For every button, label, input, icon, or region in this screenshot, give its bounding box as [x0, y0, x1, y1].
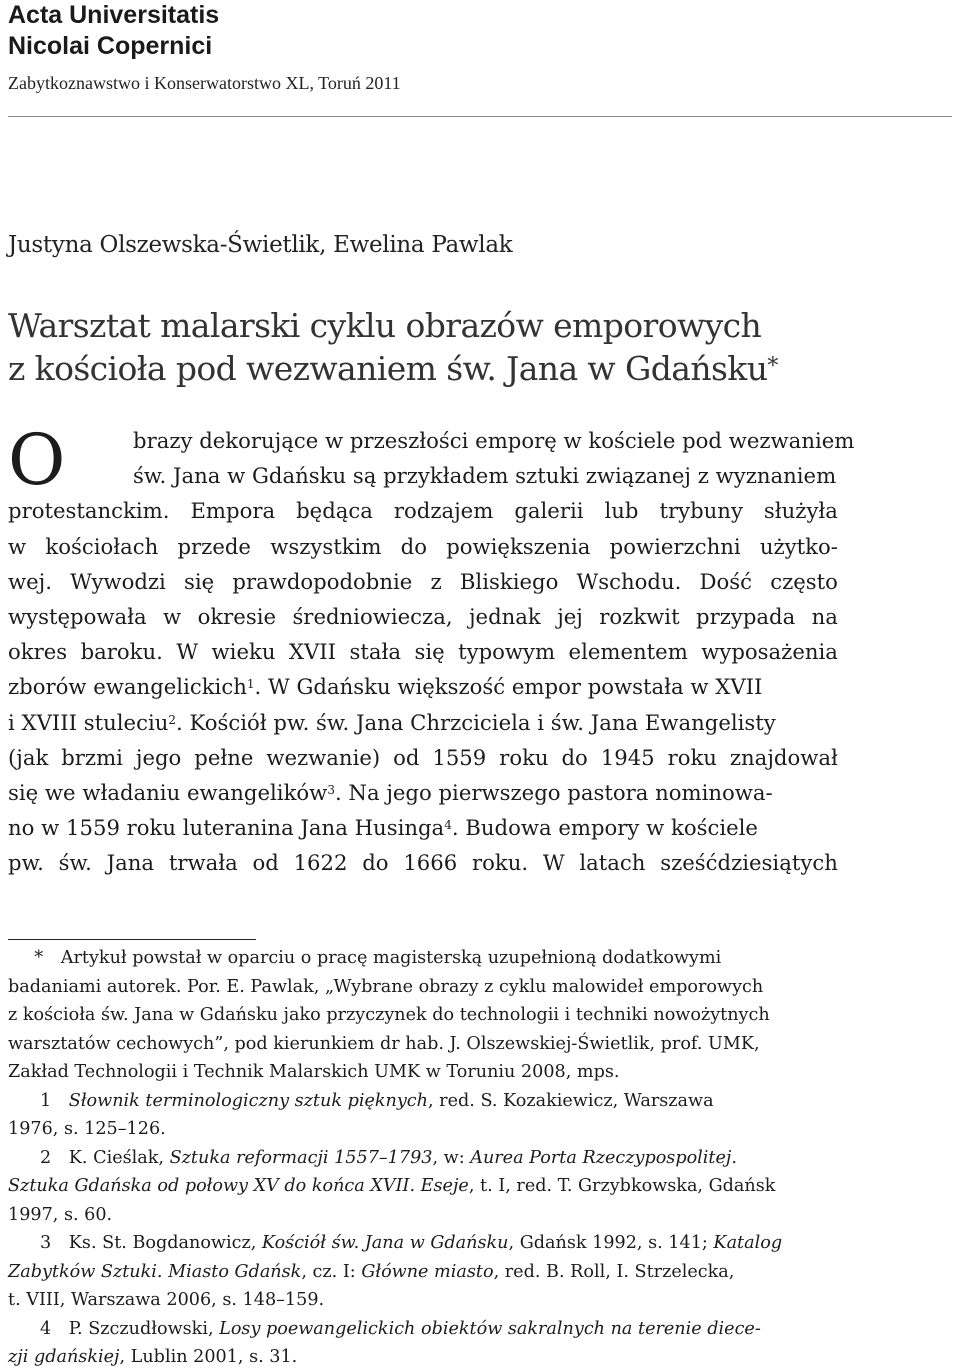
footnote-3-line-2-italic: Zabytków Sztuki. Miasto Gdańsk: [8, 1261, 302, 1282]
footnote-3-line-3: t. VIII, Warszawa 2006, s. 148–159.: [8, 1290, 325, 1310]
footnote-ref-4[interactable]: 4: [444, 818, 452, 833]
footnote-3-title: Kościół św. Jana w Gdańsku: [261, 1233, 509, 1253]
article-authors: Justyna Olszewska-Świetlik, Ewelina Pawlak: [8, 232, 513, 258]
footnote-star-line-4: warsztatów cechowych”, pod kierunkiem dr hab. J. Olszewskiej-Świetlik, prof. UMK,: [8, 1033, 760, 1054]
footnote-3-line-2-rest: , red. B. Roll, I. Strzelecka,: [493, 1261, 735, 1282]
body-line-10: (jak brzmi jego pełne wezwanie) od 1559 roku do 1945 roku znajdował: [8, 744, 838, 770]
drop-cap: O: [8, 419, 66, 501]
title-footnote-marker: *: [767, 354, 778, 379]
header-divider: [8, 116, 952, 117]
body-line-4: w kościołach przede wszystkim do powiększenia powierzchni użytko-: [8, 533, 838, 559]
footnote-3-line-2: [8, 1258, 838, 1287]
footnote-3-line-2-italic2: Główne miasto: [361, 1261, 494, 1282]
footnote-2-author: K. Cieślak,: [68, 1147, 170, 1168]
footnote-4-line-1: [8, 1315, 838, 1344]
journal-title-line-1: Acta Universitatis: [8, 1, 220, 29]
footnote-2-mid: , w:: [432, 1147, 471, 1168]
footnote-star-marker: *: [34, 948, 44, 968]
body-line-9-b: . Kościół pw. św. Jana Chrzciciela i św. Jana Ewangelisty: [176, 709, 776, 735]
article-title-line-2: [8, 347, 778, 390]
body-line-9-a: i XVIII stuleciu: [8, 709, 169, 735]
body-line-13: pw. św. Jana trwała od 1622 do 1666 roku. W latach sześćdziesiątych: [8, 850, 838, 876]
footnote-3-author: Ks. St. Bogdanowicz,: [68, 1233, 262, 1253]
footnote-star-line-3: z kościoła św. Jana w Gdańsku jako przyczynek do technologii i techniki nowożytnych: [8, 1005, 770, 1025]
body-line-1: brazy dekorujące w przeszłości emporę w kościele pod wezwaniem: [133, 428, 855, 453]
journal-title-line-2: Nicolai Copernici: [8, 32, 213, 60]
footnote-4-line-2: [8, 1343, 838, 1372]
footnote-1-line-1: [8, 1087, 838, 1116]
footnote-divider: [8, 939, 256, 940]
article-title: [8, 304, 778, 390]
footnote-star-line-1: [8, 944, 838, 973]
footnote-ref-1[interactable]: 1: [246, 677, 255, 692]
footnote-4-author: P. Szczudłowski,: [68, 1318, 220, 1339]
body-line-2: św. Jana w Gdańsku są przykładem sztuki związanej z wyznaniem: [133, 463, 837, 489]
footnote-2-number: 2: [39, 1147, 52, 1168]
footnote-ref-2[interactable]: 2: [168, 712, 177, 727]
body-line-8: [8, 669, 838, 704]
footnote-star-line-2: badaniami autorek. Por. E. Pawlak, „Wybrane obrazy z cyklu malowideł emporowych: [8, 976, 764, 997]
footnote-3-number: 3: [39, 1233, 52, 1253]
footnote-2-line-2: [8, 1172, 838, 1201]
footnote-2-title2: Aurea Porta Rzeczypospolitej.: [470, 1147, 737, 1168]
footnote-2-line-3: 1997, s. 60.: [8, 1204, 113, 1225]
article-title-line-1: Warsztat malarski cyklu obrazów emporowych: [8, 306, 762, 345]
series-info: Zabytkoznawstwo i Konserwatorstwo XL, Toruń 2011: [8, 73, 401, 93]
footnote-2-title: Sztuka reformacji 1557–1793: [169, 1147, 433, 1168]
body-line-12: [8, 810, 838, 845]
footnote-3-title2: Katalog: [713, 1233, 783, 1253]
body-line-8-b: . W Gdańsku większość empor powstała w XVII: [254, 674, 763, 700]
body-line-5: wej. Wywodzi się prawdopodobnie z Bliskiego Wschodu. Dość często: [8, 568, 838, 594]
footnote-1-number: 1: [39, 1090, 52, 1111]
footnote-4-title: Losy poewangelickich obiektów sakralnych na terenie diece-: [219, 1318, 761, 1339]
body-line-12-a: no w 1559 roku luteranina Jana Husinga: [8, 815, 445, 841]
body-line-12-b: . Budowa empory w kościele: [451, 815, 758, 841]
body-line-11: [8, 775, 838, 810]
article-title-line-2-text: z kościoła pod wezwaniem św. Jana w Gdańsku: [8, 349, 768, 388]
journal-title: [8, 0, 219, 62]
footnote-4-line-2-italic: zji gdańskiej: [8, 1347, 120, 1367]
body-line-11-b: . Na jego pierwszego pastora nominowa-: [334, 779, 773, 805]
footnote-2-line-2-italic: Sztuka Gdańska od połowy XV do końca XVII. Eseje: [8, 1176, 469, 1196]
footnote-4-number: 4: [39, 1318, 52, 1339]
body-line-11-a: się we władaniu ewangelików: [8, 779, 328, 805]
footnote-1-line-2: 1976, s. 125–126.: [8, 1119, 166, 1139]
footnote-3-mid: , Gdańsk 1992, s. 141;: [508, 1233, 714, 1253]
footnote-2-line-2-rest: , t. I, red. T. Grzybkowska, Gdańsk: [468, 1176, 776, 1196]
body-line-9: [8, 705, 838, 740]
footnote-4-line-2-rest: , Lublin 2001, s. 31.: [119, 1347, 298, 1367]
footnote-star-line-5: Zakład Technologii i Technik Malarskich UMK w Toruniu 2008, mps.: [8, 1062, 620, 1082]
footnote-star-text-1: Artykuł powstał w oparciu o pracę magisterską uzupełnioną dodatkowymi: [60, 948, 722, 968]
footnote-3-line-2-mid: , cz. I:: [301, 1261, 362, 1282]
body-line-6: występowała w okresie średniowiecza, jednak jej rozkwit przypada na: [8, 603, 838, 629]
body-line-7: okres baroku. W wieku XVII stała się typowym elementem wyposażenia: [8, 639, 838, 665]
footnote-3-line-1: [8, 1229, 838, 1258]
footnote-1-rest: , red. S. Kozakiewicz, Warszawa: [428, 1090, 714, 1111]
body-line-8-a: zborów ewangelickich: [8, 674, 247, 700]
body-text: [8, 419, 855, 880]
footnote-1-title: Słownik terminologiczny sztuk pięknych: [68, 1090, 428, 1111]
body-line-3: protestanckim. Empora będąca rodzajem galerii lub trybuny służyła: [8, 498, 838, 524]
footnote-2-line-1: [8, 1144, 838, 1173]
footnote-ref-3[interactable]: 3: [327, 782, 335, 797]
footnotes: [8, 944, 838, 1372]
